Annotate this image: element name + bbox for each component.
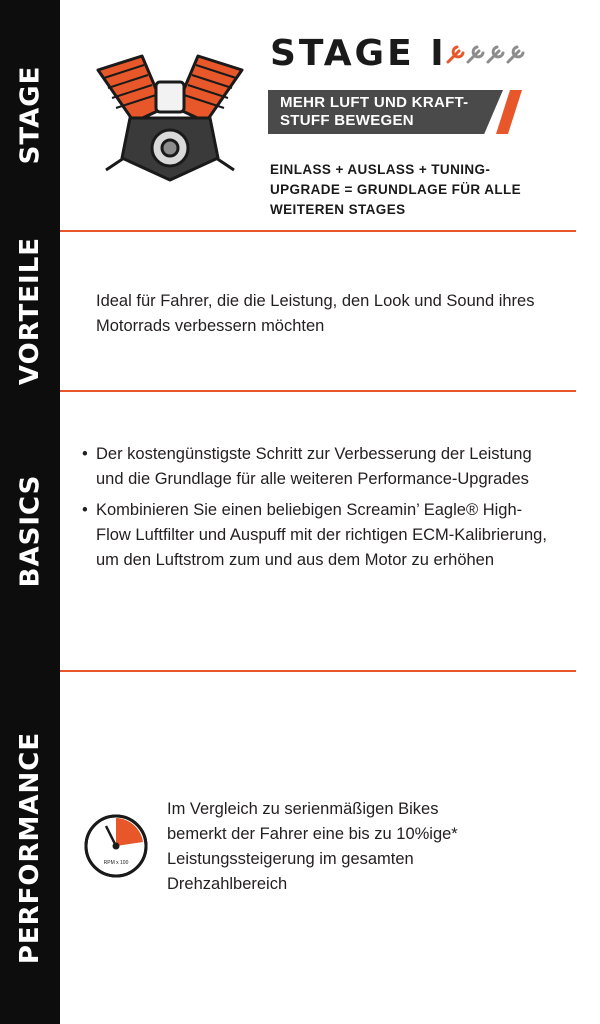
banner-accent-stripe [496, 90, 522, 134]
bullet: • [82, 445, 88, 463]
section-label-vorteile [0, 232, 60, 390]
basics-list [80, 442, 550, 579]
v-twin-engine-icon [90, 48, 250, 188]
performance-text: Im Vergleich zu serienmäßigen Bikes bemerkt der Fahrer eine bis zu 10%ige* Leistungssteigerung im gesamten Drehzahlbereich [167, 800, 458, 893]
section-divider [60, 230, 576, 232]
wrench-icon [448, 47, 463, 62]
tachometer-icon [78, 812, 154, 878]
section-label-stage [0, 0, 60, 230]
vorteile-text: Ideal für Fahrer, die die Leistung, den Look und Sound ihres Motorrads verbessern möchten [96, 292, 535, 335]
wrench-icon [468, 47, 483, 62]
section-divider [60, 390, 576, 392]
bullet: • [82, 501, 88, 519]
section-label-performance [0, 672, 60, 1024]
stage-title: STAGE I [270, 33, 447, 74]
basics-item-text: Kombinieren Sie einen beliebigen Screamin’ Eagle® High-Flow Luftfilter und Auspuff mit der richtigen ECM-Kalibrierung, um den Luftstrom zum und aus dem Motor zu erhöhen [96, 501, 547, 569]
stage-formula: EINLASS + AUSLASS + TUNING-UPGRADE = GRUNDLAGE FÜR ALLE WEITEREN STAGES [270, 162, 522, 217]
wrench-icon [488, 47, 503, 62]
section-label-stage-text: STAGE [15, 65, 46, 165]
section-label-performance-text: PERFORMANCE [15, 731, 46, 965]
gauge-label: RPM x 100 [103, 860, 129, 866]
section-label-vorteile-text: VORTEILE [15, 236, 45, 386]
wrench-icon [508, 47, 523, 62]
list-item [80, 498, 550, 573]
wrench-rating [444, 44, 528, 66]
basics-item-text: Der kostengünstigste Schritt zur Verbesserung der Leistung und die Grundlage für alle weiteren Performance-Upgrades [96, 445, 532, 488]
section-divider [60, 670, 576, 672]
list-item [80, 442, 550, 492]
section-label-basics-text: BASICS [15, 474, 46, 588]
section-label-basics [0, 392, 60, 670]
stage-banner-text: MEHR LUFT UND KRAFT-STUFF BEWEGEN [280, 94, 469, 129]
